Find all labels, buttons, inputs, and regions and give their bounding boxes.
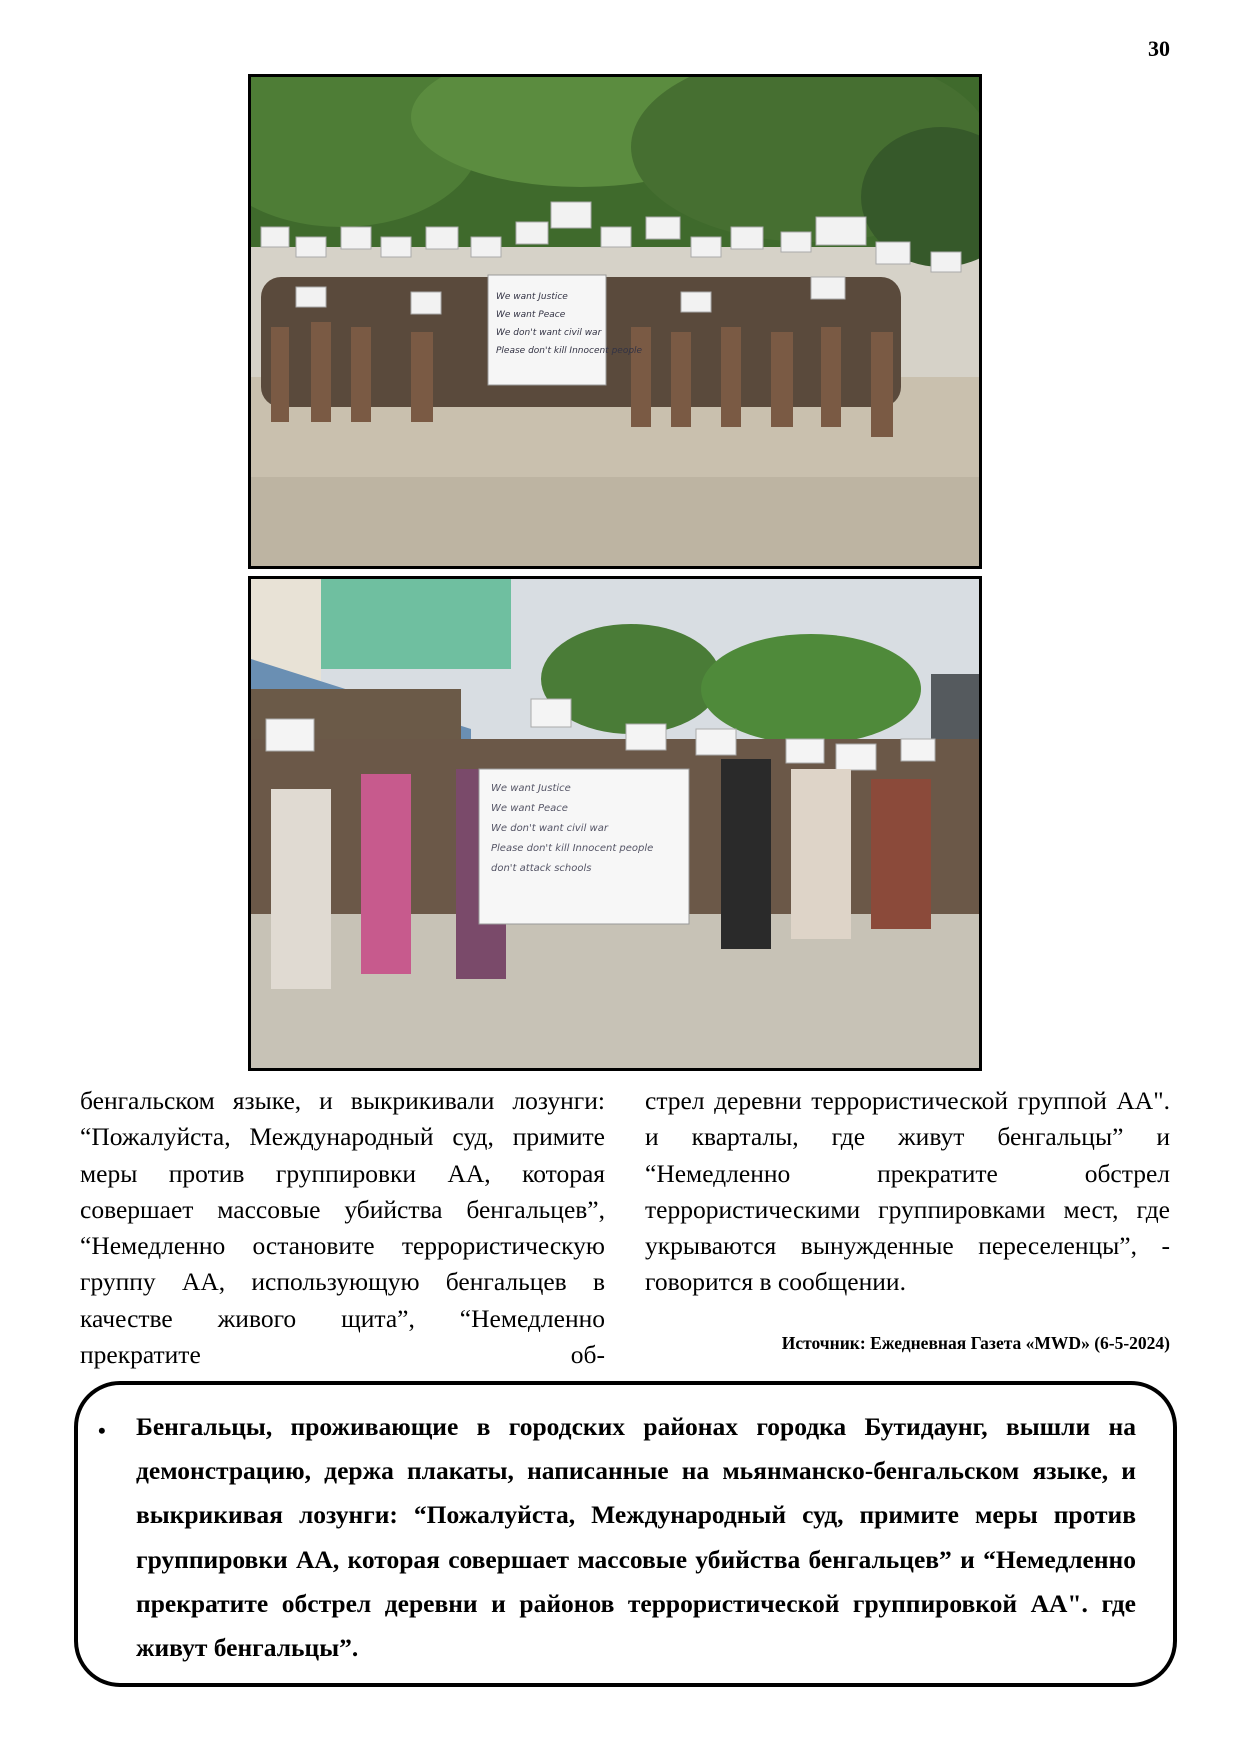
- bullet-icon: •: [98, 1418, 106, 1443]
- protest-photo-march-illustration: [251, 579, 979, 1068]
- banner-line: We don't want civil war: [496, 328, 602, 338]
- banner-line: We want Peace: [491, 803, 568, 814]
- protest-photo-gathering: [248, 74, 982, 569]
- article-source: Источник: Ежедневная Газета «MWD» (6-5-2024): [781, 1333, 1170, 1353]
- banner-line: Please don't kill Innocent people: [491, 843, 654, 854]
- banner-line: We want Peace: [496, 310, 566, 320]
- banner-line: We don't want civil war: [491, 823, 608, 834]
- protest-photo-gathering-illustration: [251, 77, 979, 566]
- protest-photo-march: [248, 576, 982, 1071]
- banner-line: We want Justice: [491, 783, 571, 794]
- banner-line: We want Justice: [496, 292, 568, 302]
- summary-box: [74, 1381, 1177, 1687]
- banner-line: don't attack schools: [491, 863, 592, 874]
- article-right-column: стрел деревни террористической группой АА". и кварталы, где живут бенгальцы” и “Немедленно прекратите обстрел террористическими группировками мест, где укрываются вынужденные переселенцы”, - говорится в сообщении.: [645, 1086, 1170, 1297]
- page-number: 30: [1148, 36, 1170, 61]
- summary-text: Бенгальцы, проживающие в городских районах городка Бутидаунг, вышли на демонстрацию, держа плакаты, написанные на мьянманско-бенгальском языке, и выкрикивая лозунги: “Пожалуйста, Международный суд, примите меры против группировки АА, которая совершает массовые убийства бенгальцев” и “Немедленно прекратите обстрел деревни и районов террористической группировкой АА". где живут бенгальцы”.: [136, 1412, 1136, 1663]
- article-left-column: бенгальском языке, и выкрикивали лозунги: “Пожалуйста, Международный суд, примите меры против группировки АА, которая совершает массовые убийства бенгальцев”, “Немедленно остановите террористическую группу АА, использующую бенгальцев в качестве живого щита”, “Немедленно прекратите об-: [80, 1086, 605, 1370]
- banner-line: Please don't kill Innocent people: [496, 346, 643, 356]
